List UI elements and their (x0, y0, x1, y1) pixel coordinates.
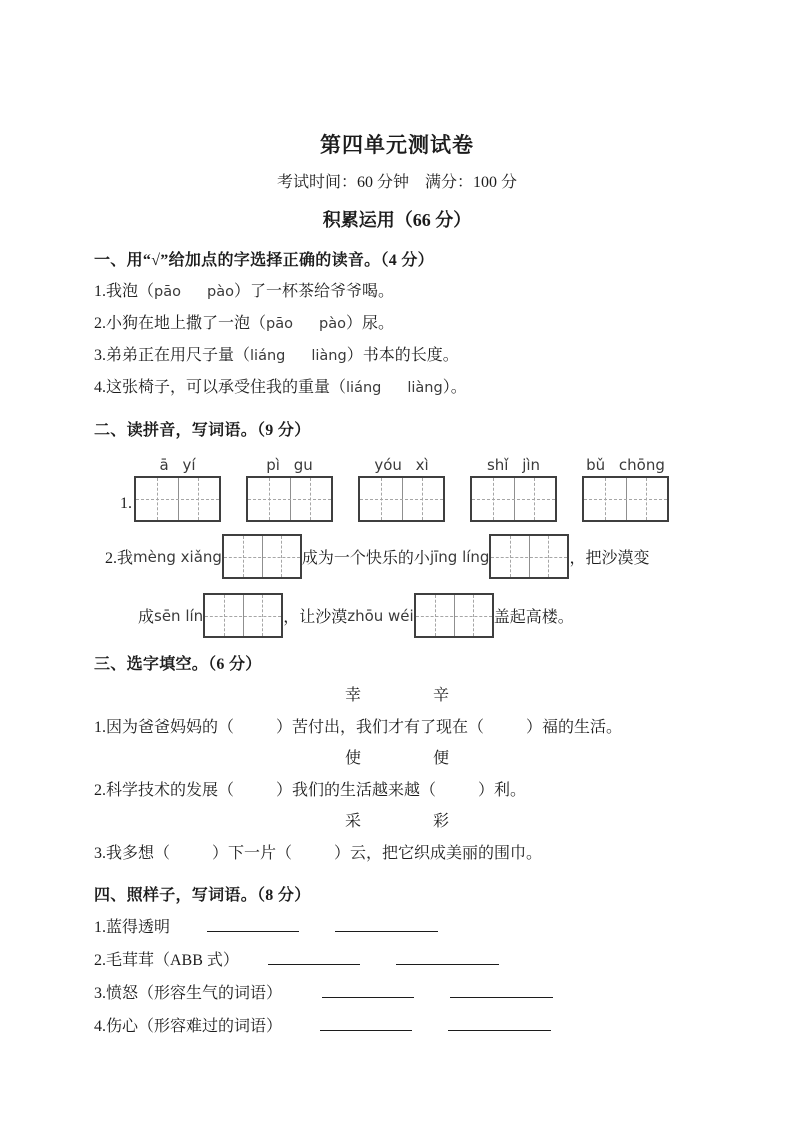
sentence-text: 2.科学技术的发展（ (94, 781, 235, 799)
pinyin-label: jīng líng (429, 547, 490, 566)
pinyin-word-group (358, 456, 445, 522)
sentence-text: ）利。 (478, 781, 527, 799)
box-guide-line (422, 478, 423, 520)
question-text: 2.小狗在地上撒了一泡（ (94, 315, 267, 332)
sentence-text: ，让沙漠 (283, 609, 348, 626)
section2-heading: 二、读拼音，写词语。（9 分） (94, 422, 311, 439)
box-guide-line (269, 478, 270, 520)
sentence-text: ）福的生活。 (526, 718, 623, 736)
fill-sentence-row (138, 593, 700, 638)
box-guide-line (205, 616, 281, 617)
box-guide-line (435, 595, 436, 636)
pinyin-label: ā yí (159, 456, 196, 474)
answer-blank[interactable] (320, 1016, 412, 1031)
pinyin-label: zhōu wéi (347, 606, 414, 625)
box-guide-line (381, 478, 382, 520)
question-item (94, 308, 700, 340)
sentence-text: ）苦付出，我们才有了现在（ (276, 718, 485, 736)
question-item (94, 276, 700, 308)
sentence-text: 2.我 (105, 550, 134, 567)
answer-blank[interactable] (450, 983, 553, 998)
word-item (94, 911, 700, 944)
box-guide-line (584, 499, 667, 500)
box-guide-line (646, 478, 647, 520)
pinyin-option[interactable]: liáng (250, 348, 286, 364)
answer-blank[interactable] (335, 917, 438, 932)
section4-heading: 四、照样子，写词语。（8 分） (94, 887, 311, 904)
box-guide-line (360, 499, 443, 500)
box-guide-line (493, 478, 494, 520)
pinyin-option[interactable]: liàng (407, 380, 443, 396)
box-guide-line (224, 595, 225, 636)
choice-char[interactable]: 彩 (433, 813, 450, 830)
hanzi-writing-box[interactable] (246, 476, 333, 522)
box-guide-line (248, 499, 331, 500)
sentence-text: 盖起高楼。 (493, 609, 574, 626)
hanzi-writing-box[interactable] (134, 476, 221, 522)
choice-char[interactable]: 使 (344, 750, 361, 767)
hanzi-writing-box[interactable] (489, 534, 569, 579)
box-guide-line (416, 616, 492, 617)
pinyin-label: sēn lín (154, 606, 204, 625)
choice-char[interactable]: 采 (344, 813, 361, 830)
pinyin-word-group (470, 456, 557, 522)
box-guide-line (605, 478, 606, 520)
sentence-text: 成为一个快乐的小 (301, 550, 430, 567)
section-1 (94, 245, 700, 404)
question-text: ）书本的长度。 (346, 347, 459, 364)
section1-items (94, 276, 700, 404)
cloze-sentence (94, 712, 700, 744)
answer-blank[interactable] (448, 1016, 551, 1031)
question-text: 3.弟弟正在用尺子量（ (94, 347, 251, 364)
sentence-text: 1.因为爸爸妈妈的（ (94, 718, 235, 736)
section-4 (94, 880, 700, 1043)
box-guide-line (136, 499, 219, 500)
choice-pair (94, 743, 700, 775)
box-guide-line (310, 478, 311, 520)
part-header: 积累运用（66 分） (322, 210, 472, 230)
page-title: 第四单元测试卷 (320, 133, 474, 157)
pinyin-option[interactable]: pāo (154, 284, 181, 300)
word-item (94, 1010, 700, 1043)
hanzi-writing-box[interactable] (222, 534, 302, 579)
pinyin-option[interactable]: pào (206, 284, 234, 300)
question-text: 1.我泡（ (94, 283, 155, 300)
box-guide-line (243, 536, 244, 577)
box-guide-line (510, 536, 511, 577)
choice-char[interactable]: 便 (433, 750, 450, 767)
pinyin-option[interactable]: pào (318, 316, 346, 332)
sentence-text: ）我们的生活越来越（ (276, 781, 437, 799)
choice-pair (94, 806, 700, 838)
pinyin-option[interactable]: liáng (346, 380, 382, 396)
box-guide-line (157, 478, 158, 520)
pinyin-grid-row (120, 456, 700, 522)
pinyin-label: yóu xì (374, 456, 429, 474)
box-guide-line (534, 478, 535, 520)
pinyin-word-group (582, 456, 669, 522)
box-guide-line (224, 557, 300, 558)
choice-char[interactable]: 幸 (344, 687, 361, 704)
hanzi-writing-box[interactable] (470, 476, 557, 522)
sentence-text: ）云，把它织成美丽的围巾。 (334, 844, 543, 862)
cloze-sentence (94, 838, 700, 870)
pinyin-label: bǔ chōng (586, 456, 665, 474)
question-text: ）了一杯茶给爷爷喝。 (233, 283, 394, 300)
box-guide-line (281, 536, 282, 577)
sentence-text: ，把沙漠变 (569, 550, 650, 567)
hanzi-writing-box[interactable] (414, 593, 494, 638)
box-guide-line (491, 557, 567, 558)
cloze-sentence (94, 775, 700, 807)
answer-blank[interactable] (396, 950, 499, 965)
pinyin-word-group (134, 456, 221, 522)
pinyin-label: shǐ jìn (486, 456, 541, 474)
word-item-label: 2.毛茸茸（ABB 式） (94, 952, 239, 969)
sentence-text: ）下一片（ (212, 844, 293, 862)
exam-meta: 考试时间：60 分钟 满分：100 分 (276, 174, 517, 191)
word-item (94, 944, 700, 977)
section1-heading: 一、用“√”给加点的字选择正确的读音。（4 分） (94, 252, 434, 269)
choice-pair (94, 680, 700, 712)
choice-char[interactable]: 辛 (433, 687, 450, 704)
pinyin-word-group (246, 456, 333, 522)
fill-sentence-row (105, 534, 700, 579)
question-text: 4.这张椅子，可以承受住我的重量（ (94, 379, 347, 396)
section3-groups (94, 680, 700, 869)
pinyin-label: mèng xiǎng (133, 547, 222, 566)
answer-blank[interactable] (207, 917, 299, 932)
pinyin-label: pì gu (266, 456, 313, 474)
section4-items (94, 911, 700, 1043)
hanzi-writing-box[interactable] (358, 476, 445, 522)
word-item (94, 977, 700, 1010)
pinyin-option[interactable]: liàng (311, 348, 347, 364)
word-item-label: 3.愤怒（形容生气的词语） (94, 985, 283, 1002)
answer-blank[interactable] (268, 950, 360, 965)
question-item (94, 372, 700, 404)
box-guide-line (198, 478, 199, 520)
hanzi-writing-box[interactable] (582, 476, 669, 522)
sentence-text: 成 (138, 609, 155, 626)
hanzi-writing-box[interactable] (203, 593, 283, 638)
pinyin-option[interactable]: pāo (266, 316, 293, 332)
section-2 (94, 415, 700, 638)
box-guide-line (548, 536, 549, 577)
box-guide-line (472, 499, 555, 500)
word-item-label: 4.伤心（形容难过的词语） (94, 1018, 283, 1035)
word-item-label: 1.蓝得透明 (94, 919, 171, 936)
answer-blank[interactable] (322, 983, 414, 998)
box-guide-line (473, 595, 474, 636)
box-guide-line (262, 595, 263, 636)
question-text: ）尿。 (345, 315, 394, 332)
question-item (94, 340, 700, 372)
question-text: ）。 (442, 379, 467, 396)
sentence-text: 3.我多想（ (94, 844, 171, 862)
section-3 (94, 649, 700, 869)
grid-item-number: 1. (120, 495, 132, 512)
section3-heading: 三、选字填空。（6 分） (94, 656, 262, 673)
